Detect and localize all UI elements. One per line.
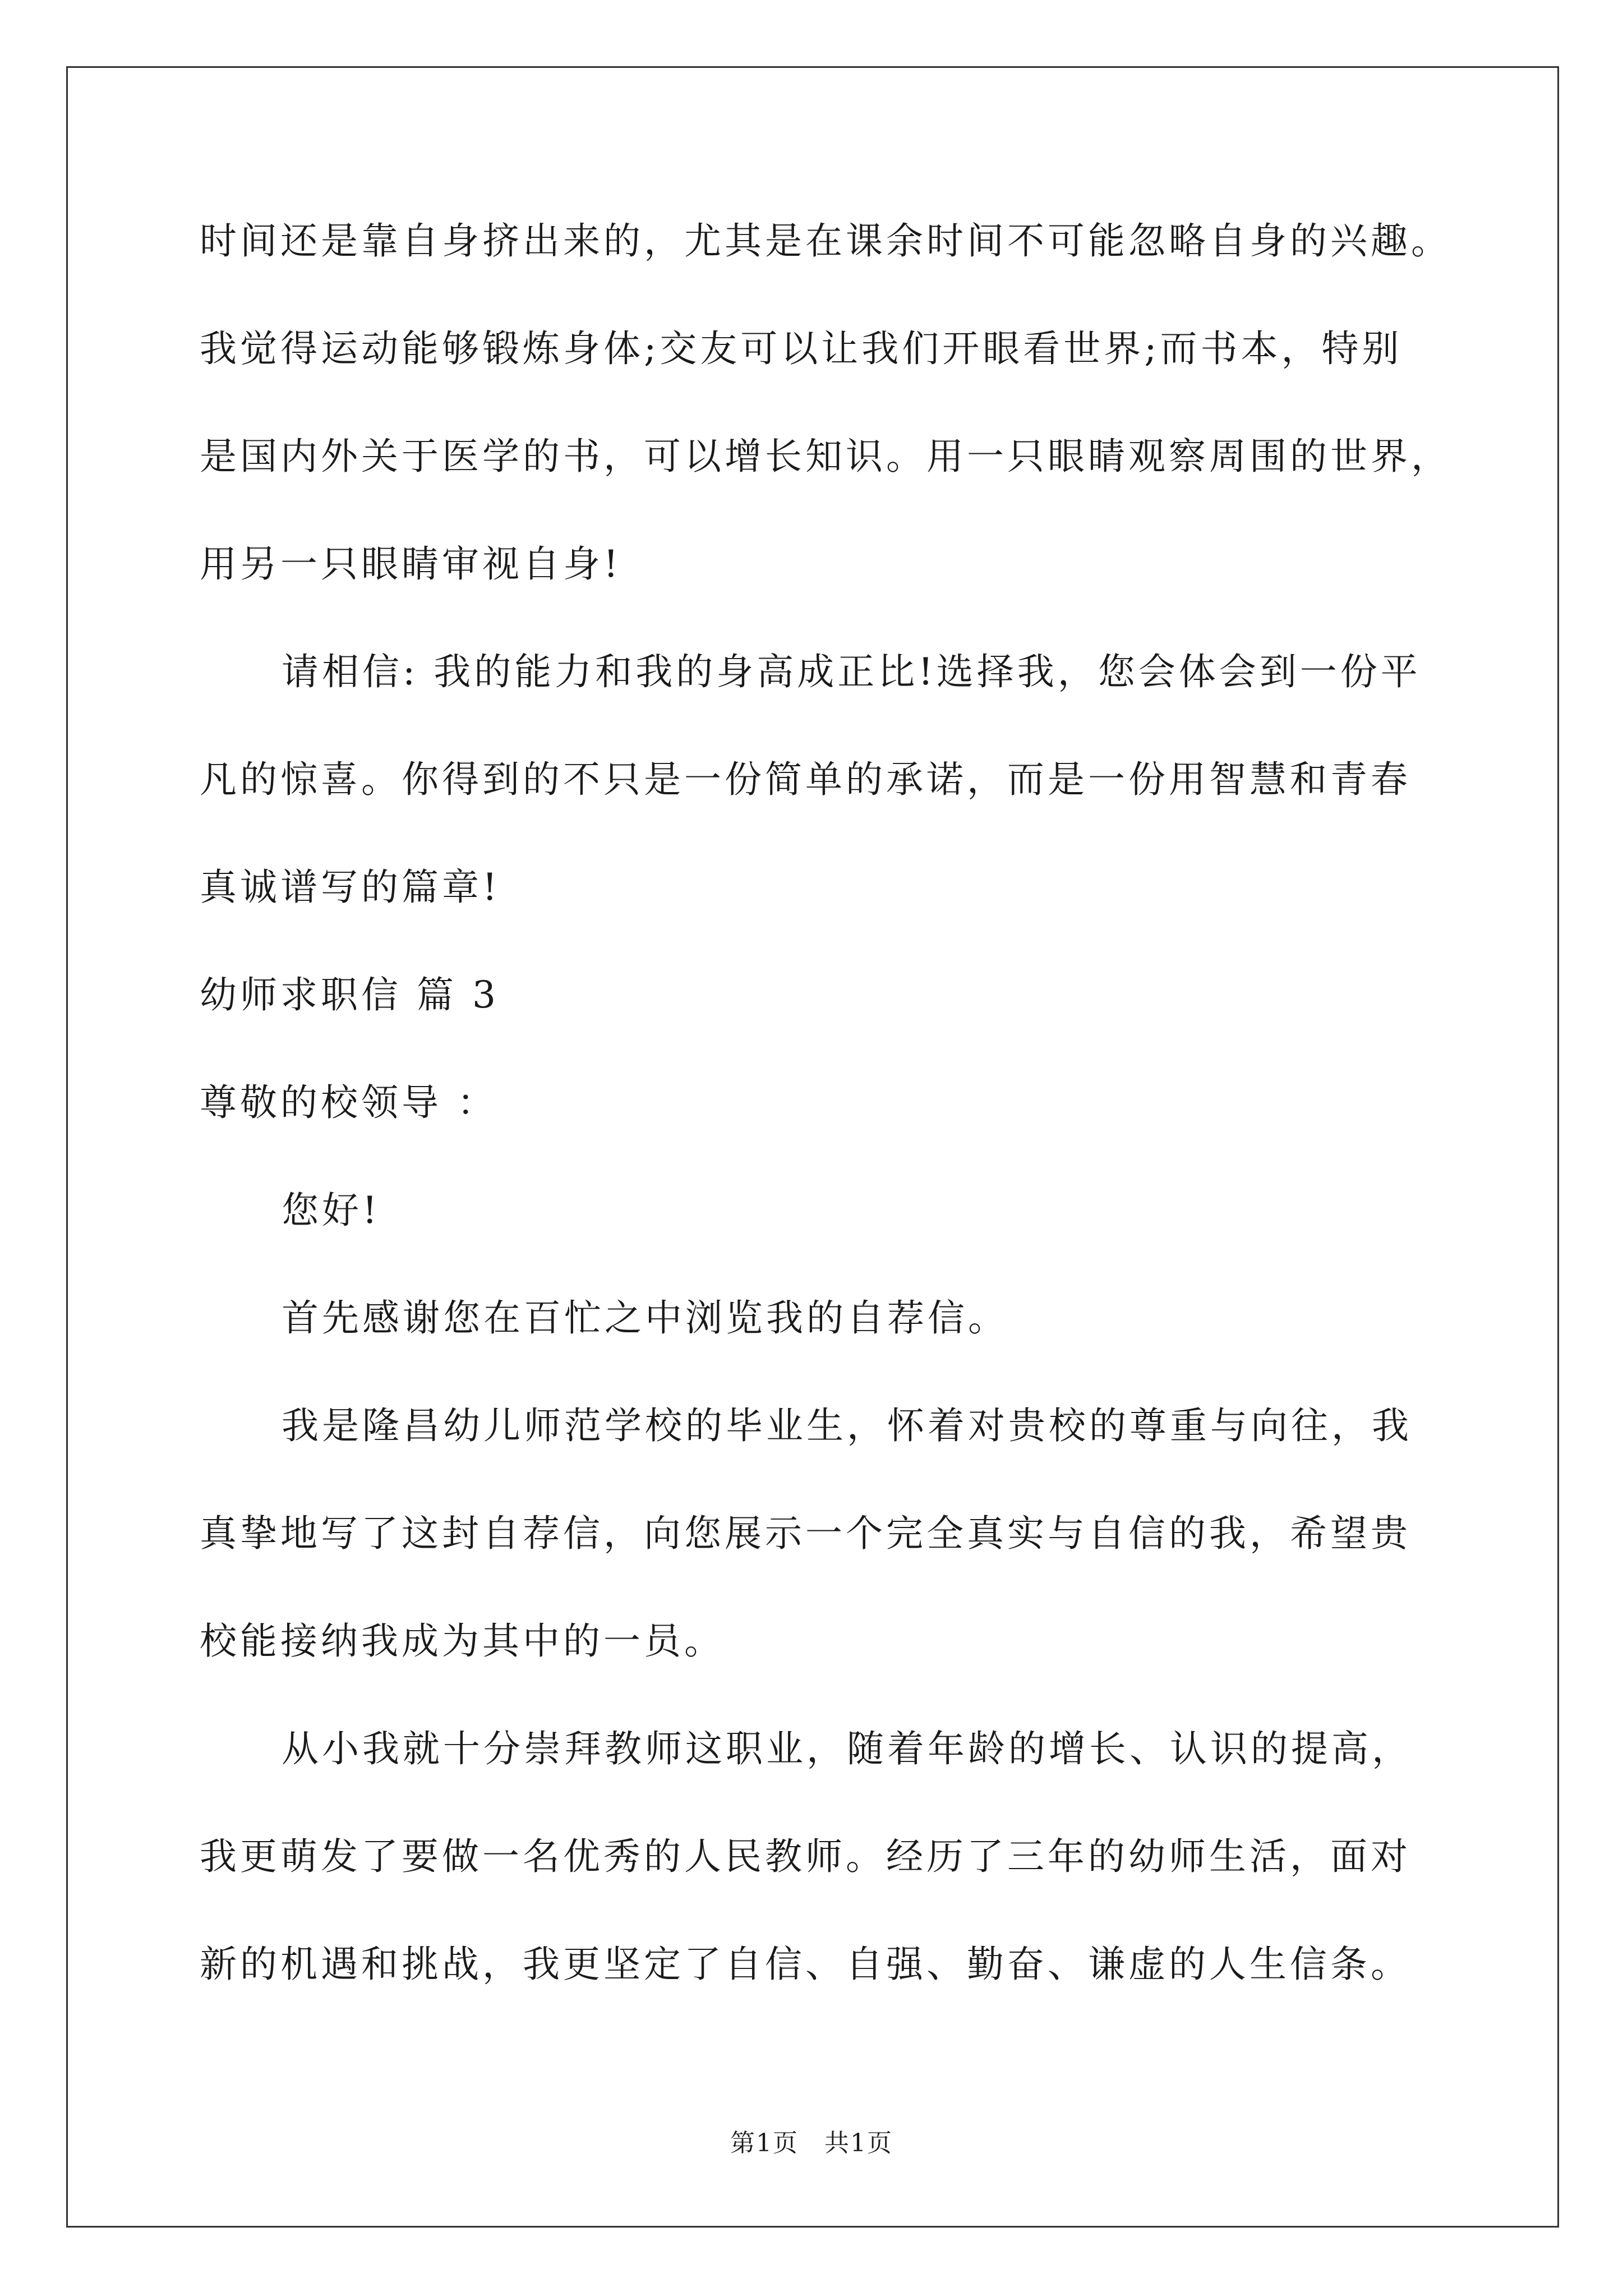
paragraph-line: 我是隆昌幼儿师范学校的毕业生，怀着对贵校的尊重与向往，我 <box>282 1404 1412 1447</box>
page-footer: 第1页 共1页 <box>730 2129 893 2157</box>
paragraph-line: 我觉得运动能够锻炼身体;交友可以让我们开眼看世界;而书本，特别 <box>200 327 1403 370</box>
paragraph-line: 凡的惊喜。你得到的不只是一份简单的承诺，而是一份用智慧和青春 <box>200 758 1411 801</box>
page-border <box>66 66 1559 2228</box>
paragraph-line: 新的机遇和挑战，我更坚定了自信、自强、勤奋、谦虚的人生信条。 <box>200 1943 1411 1986</box>
paragraph-line: 时间还是靠自身挤出来的，尤其是在课余时间不可能忽略自身的兴趣。 <box>200 219 1451 263</box>
paragraph-line: 从小我就十分崇拜教师这职业，随着年龄的增长、认识的提高， <box>282 1727 1412 1770</box>
paragraph-line: 我更萌发了要做一名优秀的人民教师。经历了三年的幼师生活，面对 <box>200 1835 1411 1878</box>
salutation: 尊敬的校领导 ： <box>200 1081 497 1124</box>
paragraph-line: 用另一只眼睛审视自身! <box>200 542 622 586</box>
greeting: 您好! <box>282 1189 381 1232</box>
paragraph-line: 真挚地写了这封自荐信，向您展示一个完全真实与自信的我，希望贵 <box>200 1512 1411 1555</box>
paragraph-line: 真诚谱写的篇章! <box>200 866 501 909</box>
section-heading: 幼师求职信 篇 3 <box>200 973 499 1016</box>
paragraph-line: 是国内外关于医学的书，可以增长知识。用一只眼睛观察周围的世界， <box>200 435 1451 478</box>
paragraph-line: 首先感谢您在百忙之中浏览我的自荐信。 <box>282 1296 1008 1340</box>
paragraph-line: 请相信: 我的能力和我的身高成正比!选择我，您会体会到一份平 <box>282 650 1421 693</box>
paragraph-line: 校能接纳我成为其中的一员。 <box>200 1619 725 1663</box>
